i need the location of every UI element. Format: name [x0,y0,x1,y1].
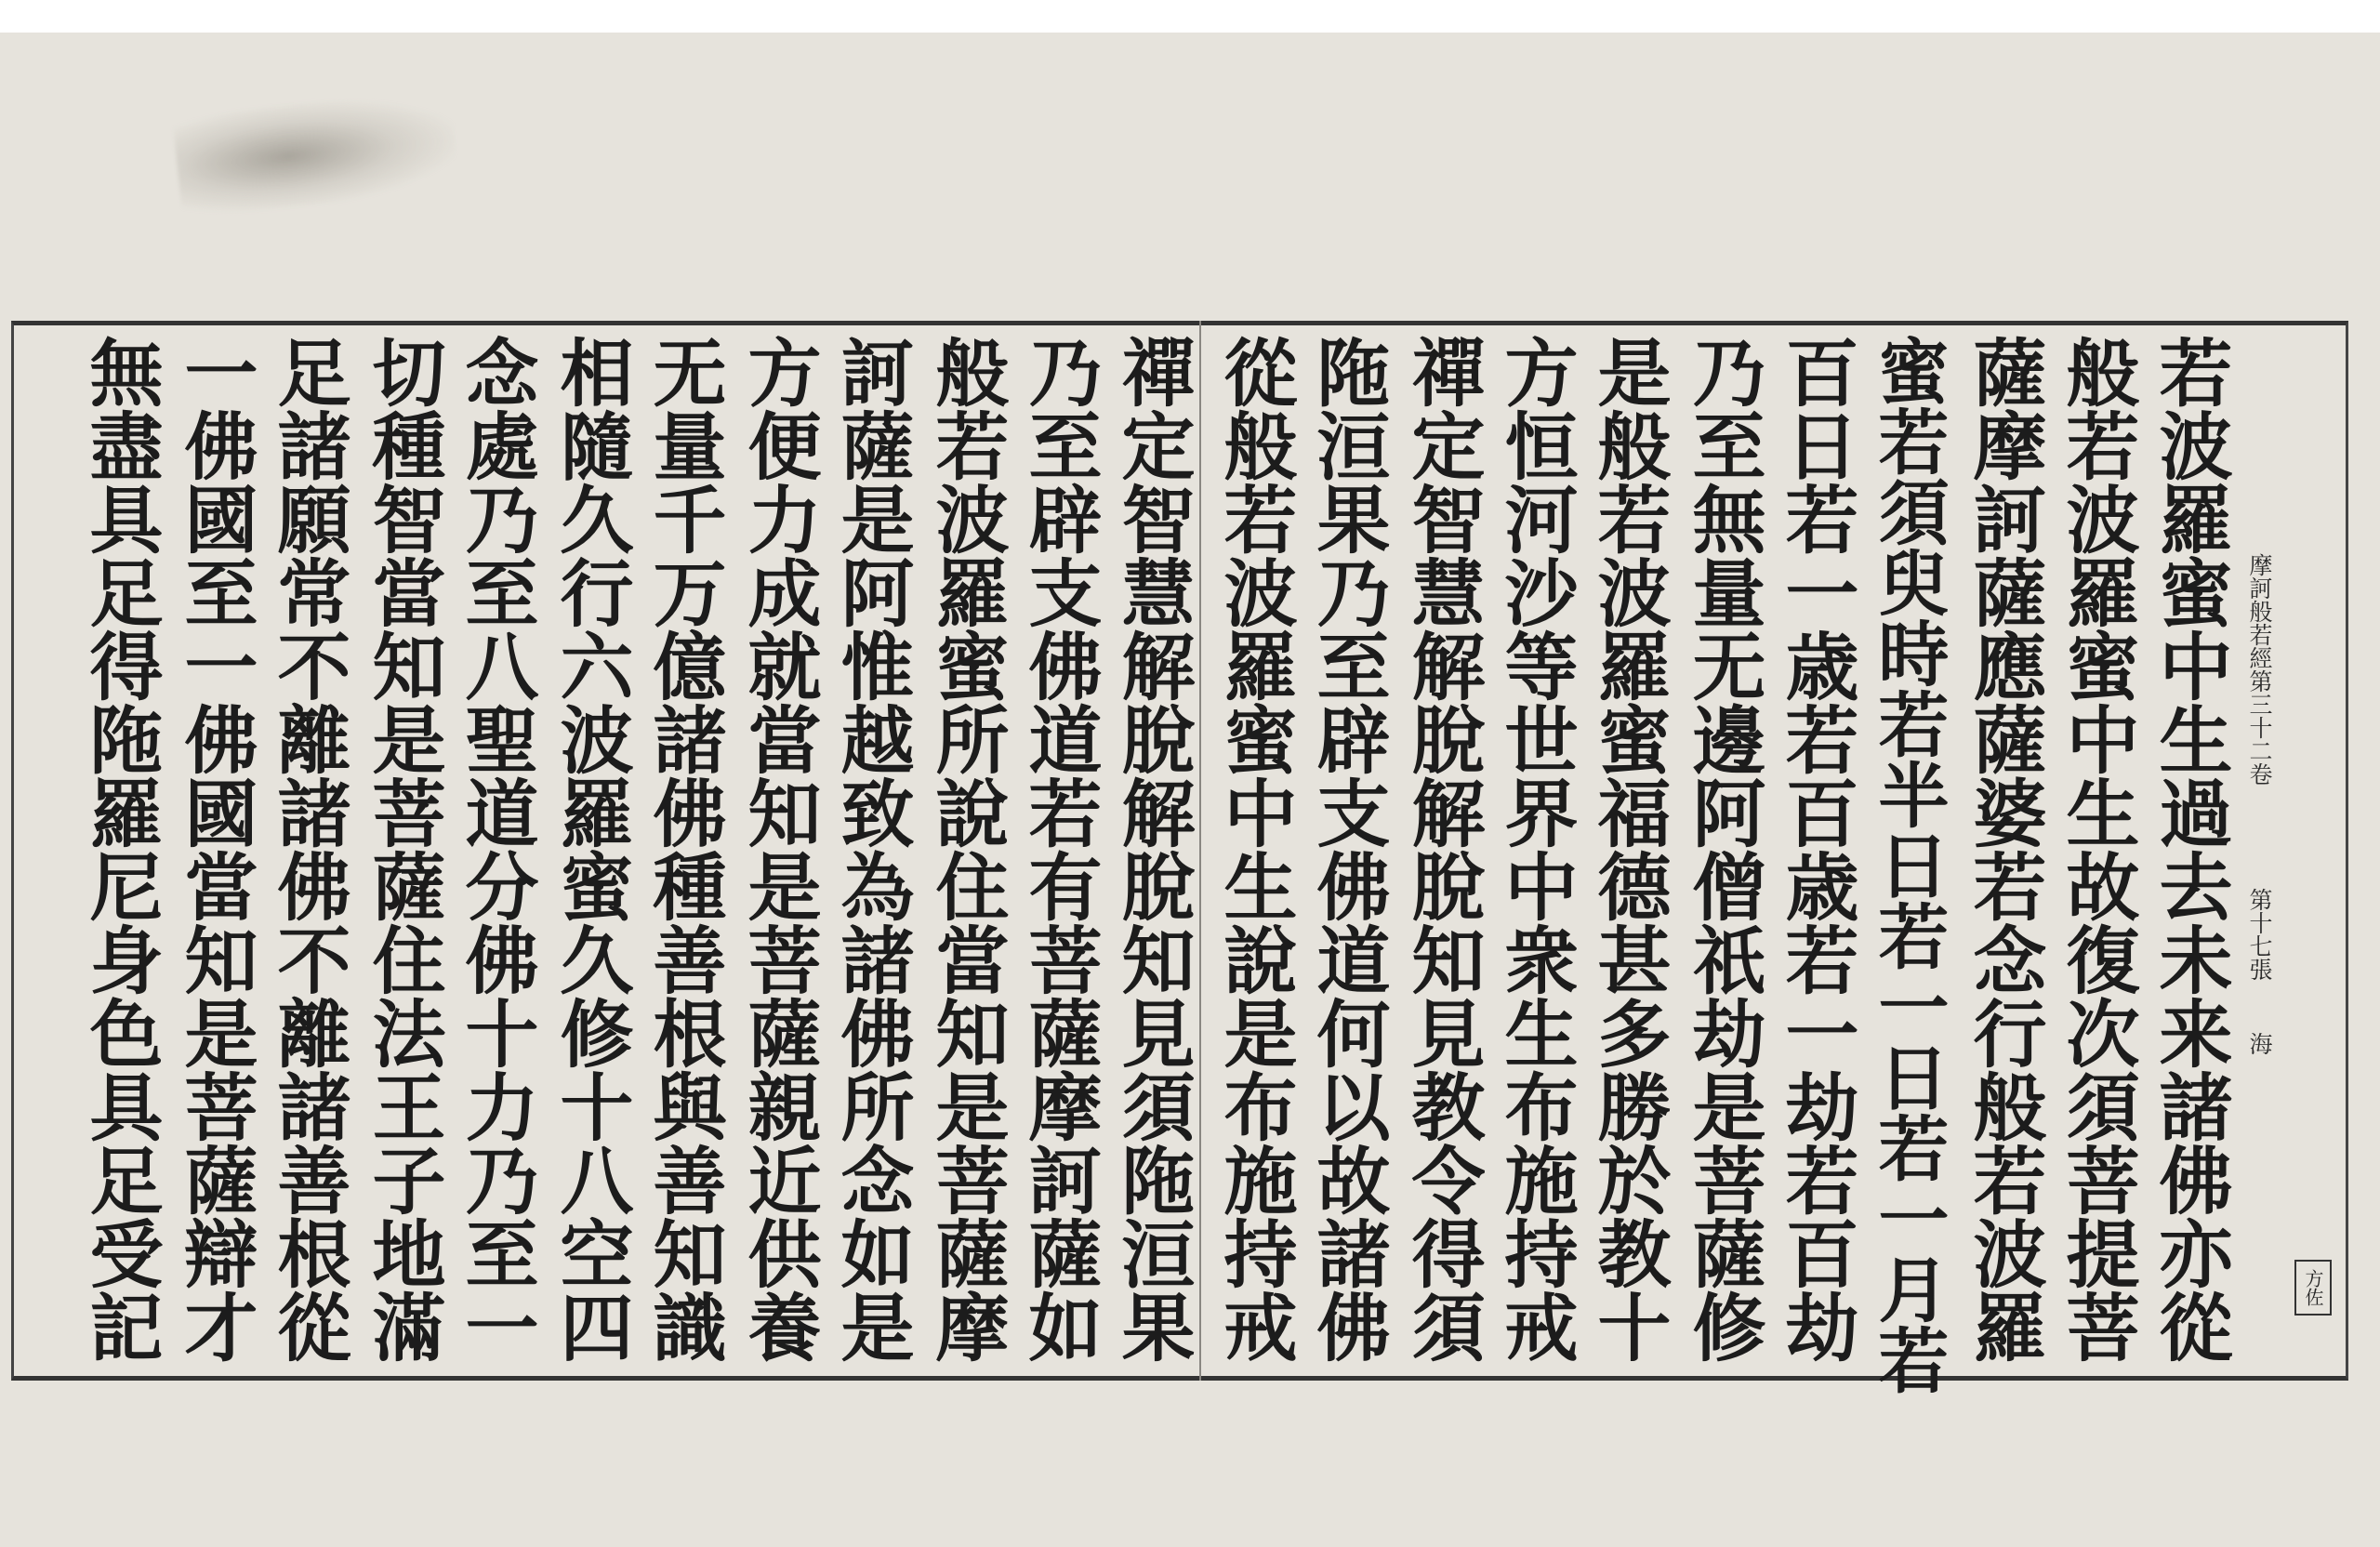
ink-smudge [172,88,460,219]
text-column-14: 般若波羅蜜所說住當知是菩薩摩 [923,335,1010,1363]
text-column-17: 无量千万億諸佛種善根與善知識 [641,335,727,1363]
text-column-9: 禪定智慧解脫解脫知見教令得須 [1399,335,1486,1363]
text-column-21: 足諸願常不離諸佛不離諸善根從 [265,335,351,1363]
carver-mark: 海 [2246,1032,2273,1055]
text-column-8: 方恒河沙等世界中衆生布施持戒 [1492,335,1579,1363]
text-column-6: 乃至無量无邊阿僧祇劫是菩薩修 [1680,335,1766,1363]
carver-stamp: 方佐 [2294,1260,2332,1316]
text-column-12: 禪定智慧解脫解脫知見須陁洹果 [1109,335,1196,1363]
text-column-23: 無盡具足得陁羅尼身色具足受記 [77,335,164,1363]
text-column-1: 若波羅蜜中生過去未来諸佛亦從 [2147,335,2233,1363]
text-column-2: 般若波羅蜜中生故復次須菩提菩 [2054,335,2140,1363]
text-column-19: 念處乃至八聖道分佛十力乃至一 [453,335,539,1363]
text-column-3: 薩摩訶薩應薩婆若念行般若波羅 [1961,335,2047,1363]
text-column-20: 切種智當知是菩薩住法王子地滿 [360,335,446,1363]
text-column-11: 從般若波羅蜜中生說是布施持戒 [1211,335,1298,1363]
text-column-5: 百日若一歳若百歳若一劫若百劫 [1773,335,1859,1363]
text-column-15: 訶薩是阿惟越致為諸佛所念如是 [828,335,915,1363]
center-fold-line [1199,321,1201,1381]
text-column-10: 陁洹果乃至辟支佛道何以故諸佛 [1304,335,1391,1363]
text-column-7: 是般若波羅蜜福德甚多勝於教十 [1585,335,1672,1363]
text-column-13: 乃至辟支佛道若有菩薩摩訶薩如 [1016,335,1103,1363]
text-column-18: 相隨久行六波羅蜜久修十八空四 [548,335,634,1363]
text-column-4: 蜜若須臾時若半日若一日若一月若 [1867,335,1950,1395]
text-column-22: 一佛國至一佛國當知是菩薩辯才 [172,335,258,1363]
page-number: 第十七張 [2246,888,2273,981]
text-column-16: 方便力成就當知是菩薩親近供養 [735,335,822,1363]
sutra-title: 摩訶般若經第三十二卷 [2246,553,2273,786]
